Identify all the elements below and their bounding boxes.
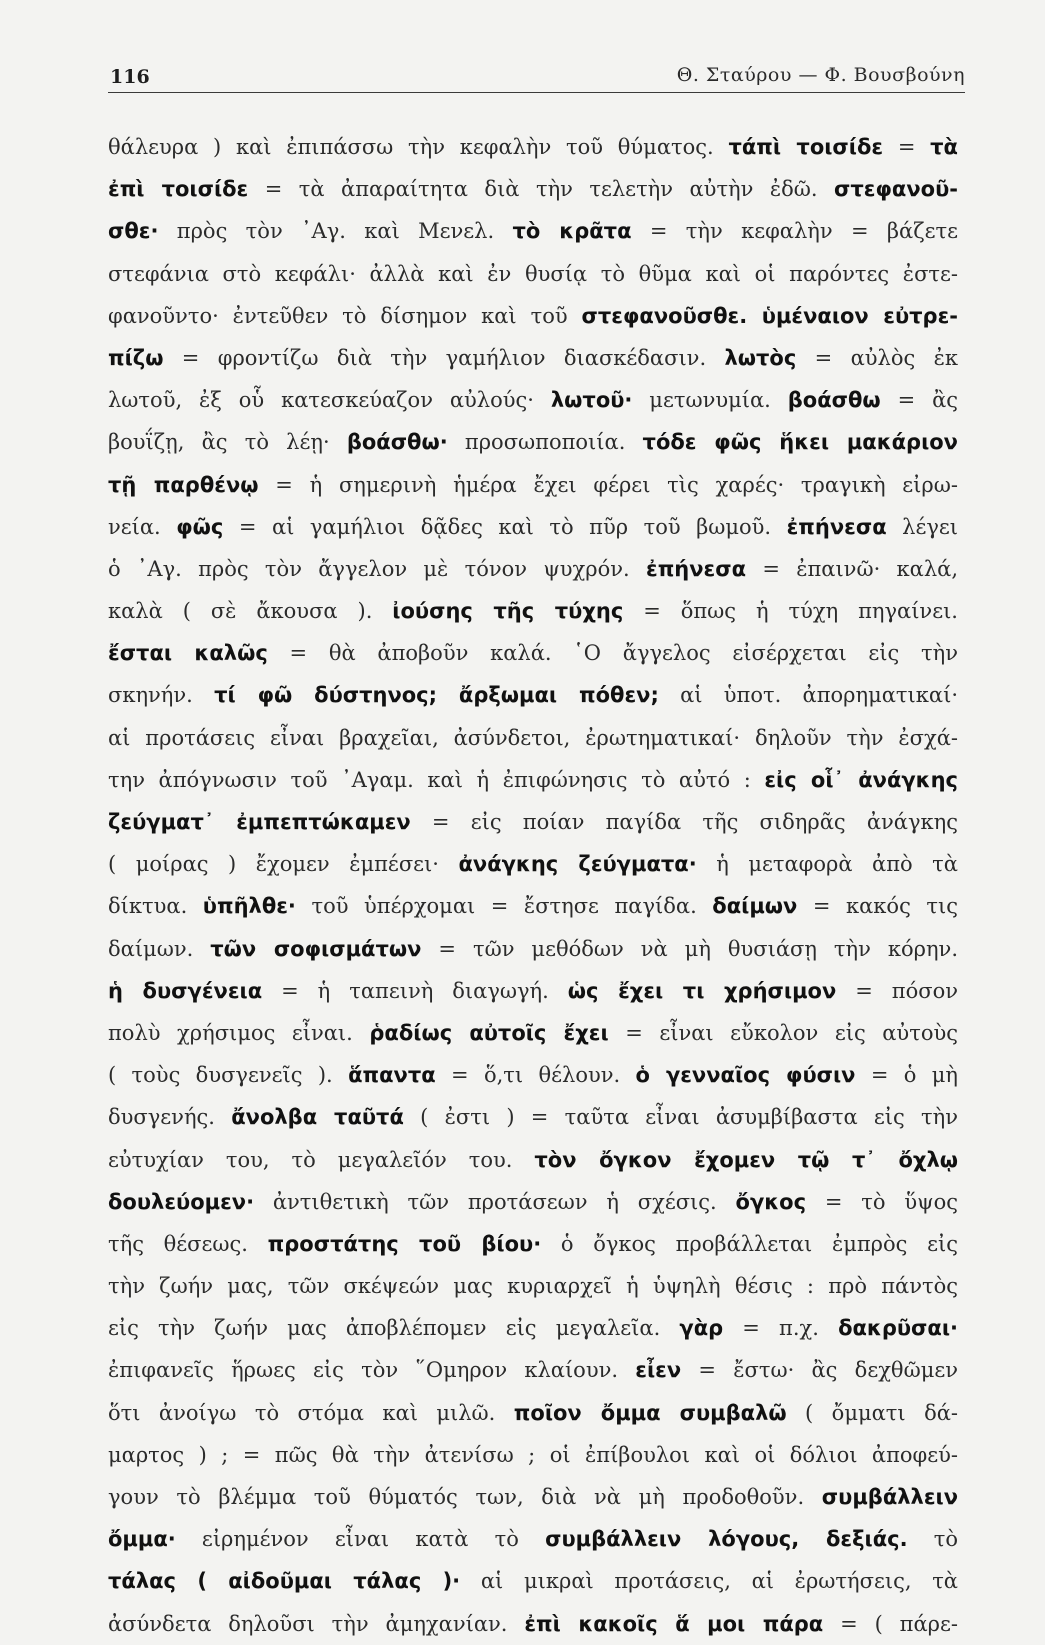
text-line (108, 506, 958, 548)
gloss-text: = φροντίζω διὰ τὴν γαμήλιον διασκέδασιν. (163, 345, 725, 370)
text-line (108, 548, 958, 590)
gloss-text: σκηνήν. (108, 683, 215, 708)
lemma-term: λωτοῦ· (550, 388, 633, 413)
lemma-term: τὸ κρᾶτα (512, 219, 632, 244)
gloss-text: μαρτος ) ; = πῶς θὰ τὴν ἀτενίσω ; οἱ ἐπίβουλοι καὶ οἱ δόλιοι ἀποφεύ- (108, 1442, 958, 1467)
gloss-text: ἀντιθετικὴ τῶν προτάσεων ἡ σχέσις. (254, 1189, 736, 1214)
lemma-term: ἐπήνεσα (786, 514, 887, 539)
text-line (108, 1307, 958, 1349)
gloss-text: ἀσύνδετα δηλοῦσι τὴν ἀμηχανίαν. (108, 1611, 525, 1636)
lemma-term: ἐπήνεσα (646, 556, 747, 581)
gloss-text: βουΐζῃ, ἂς τὸ λέῃ· (108, 430, 347, 455)
gloss-text: = τὴν κεφαλὴν = βάζετε (631, 219, 958, 244)
gloss-text: πολὺ χρήσιμος εἶναι. (108, 1020, 370, 1045)
gloss-text: ( ἐστι ) = ταῦτα εἶναι ἀσυμβίβαστα εἰς τὴν (403, 1105, 958, 1130)
gloss-text: = ἐπαινῶ· καλά, (746, 556, 958, 581)
gloss-text: εὐτυχίαν του, τὸ μεγαλεῖόν του. (108, 1147, 535, 1172)
gloss-text: αἱ ὑποτ. ἀπορηματικαί· (658, 683, 958, 708)
lemma-term: λωτὸς (724, 345, 797, 370)
gloss-text: πρὸς τὸν ᾽Αγ. καὶ Μενελ. (158, 219, 513, 244)
lemma-term: προστάτης τοῦ βίου· (267, 1231, 542, 1256)
lemma-term: ἐπὶ τοισίδε (108, 177, 249, 202)
text-line (108, 928, 958, 970)
lemma-term: στεφανοῦσθε. ὑμέναιον εὐτρε- (581, 303, 958, 328)
lemma-term: ἐπὶ κακοῖς ἅ μοι πάρα (524, 1611, 824, 1636)
gloss-text: ὁ ὄγκος προβάλλεται ἐμπρὸς εἰς (541, 1231, 958, 1256)
lemma-term: στεφανοῦ- (834, 177, 958, 202)
gloss-text: νεία. (108, 514, 177, 539)
lemma-term: δακρῦσαι· (838, 1316, 958, 1341)
lemma-term: ὑπῆλθε· (202, 894, 296, 919)
text-line (108, 843, 958, 885)
text-line (108, 1096, 958, 1138)
lemma-term: ἅπαντα (348, 1063, 436, 1088)
lemma-term: δουλεύομεν· (108, 1189, 255, 1214)
text-line (108, 590, 958, 632)
lemma-term: βοάσθω· (346, 430, 448, 455)
gloss-text: αἱ μικραὶ προτάσεις, αἱ ἐρωτήσεις, τὰ (460, 1569, 958, 1594)
running-head: Θ. Σταύρου — Φ. Βουσβούνη (676, 64, 965, 86)
page-header (108, 58, 965, 93)
gloss-text: στεφάνια στὸ κεφάλι· ἀλλὰ καὶ ἐν θυσίᾳ τὸ θῦμα καὶ οἱ παρόντες ἐστε- (108, 261, 958, 286)
lemma-term: ὡς ἔχει τι χρήσιμον (567, 978, 837, 1003)
lemma-term: συμβάλλειν (821, 1485, 958, 1509)
gloss-text: ἡ μεταφορὰ ἀπὸ τὰ (696, 852, 958, 877)
gloss-text: = αἱ γαμήλιοι δᾷδες καὶ τὸ πῦρ τοῦ βωμοῦ. (223, 514, 787, 539)
text-line (108, 1012, 958, 1054)
text-line (108, 1560, 958, 1602)
lemma-term: τῶν σοφισμάτων (210, 936, 422, 961)
gloss-text: λέγει (886, 514, 958, 539)
gloss-text: ( τοὺς δυσγενεῖς ). (108, 1063, 349, 1088)
lemma-term: τάλας ( αἰδοῦμαι τάλας )· (108, 1569, 461, 1594)
lemma-term: φῶς (176, 514, 224, 539)
gloss-text: = εἶναι εὔκολον εἰς αὐτοὺς (608, 1020, 958, 1045)
gloss-text: τοῦ ὑπέρχομαι = ἔστησε παγίδα. (295, 894, 713, 919)
text-line (108, 1349, 958, 1391)
text-line (108, 210, 958, 252)
gloss-text: τὴν ζωήν μας, τῶν σκέψεών μας κυριαρχεῖ ἡ ὑψηλὴ θέσις : πρὸ πάντὸς (108, 1274, 958, 1299)
gloss-text: = τὸ ὕψος (806, 1189, 958, 1214)
lemma-term: ἄνολβα ταῦτά (231, 1105, 404, 1130)
gloss-text: = κακός τις (797, 894, 958, 919)
gloss-text: καλὰ ( σὲ ἄκουσα ). (108, 599, 393, 624)
gloss-text: = ἡ σημερινὴ ἡμέρα ἔχει φέρει τὶς χαρές· τραγικὴ εἰρω- (258, 472, 958, 497)
gloss-text: = (883, 135, 931, 159)
text-line (108, 1434, 958, 1476)
text-line (108, 885, 958, 927)
lemma-term: συμβάλλειν λόγους, δεξιάς. (545, 1527, 908, 1552)
lemma-term: ῥαδίως αὐτοῖς ἔχει (369, 1020, 609, 1045)
gloss-text: = ὅπως ἡ τύχη πηγαίνει. (623, 599, 958, 624)
gloss-text: τὸ (907, 1527, 958, 1552)
lemma-term: τῇ παρθένῳ (108, 472, 259, 497)
lemma-term: τὰ (930, 135, 958, 159)
text-line (108, 126, 958, 168)
text-line (108, 1223, 958, 1265)
text-line (108, 717, 958, 759)
gloss-text: = ὁ μὴ (855, 1063, 958, 1088)
gloss-text: θάλευρα ) καὶ ἐπιπάσσω τὴν κεφαλὴν τοῦ θύματος. (108, 135, 729, 159)
text-line (108, 337, 958, 379)
lemma-term: ἰούσης τῆς τύχης (392, 599, 624, 624)
gloss-text: = εἰς ποίαν παγίδα τῆς σιδηρᾶς ἀνάγκης (410, 810, 958, 834)
lemma-term: εἰς οἷ᾽ ἀνάγκης (764, 767, 958, 792)
lemma-term: ἀνάγκης ζεύγματα· (458, 852, 697, 877)
gloss-text: δίκτυα. (108, 894, 203, 919)
gloss-text: εἰρημένον εἶναι κατὰ τὸ (175, 1527, 546, 1552)
gloss-text: = π.χ. (723, 1316, 839, 1341)
gloss-text: δαίμων. (108, 936, 211, 961)
text-line (108, 1265, 958, 1307)
lemma-term: εἶεν (635, 1358, 682, 1383)
gloss-text: = ἡ ταπεινὴ διαγωγή. (262, 978, 568, 1003)
gloss-text: γουν τὸ βλέμμα τοῦ θύματός των, διὰ νὰ μὴ προδοθοῦν. (108, 1485, 822, 1509)
text-line (108, 421, 958, 463)
gloss-text: ὅτι ἀνοίγω τὸ στόμα καὶ μιλῶ. (108, 1400, 514, 1425)
gloss-text: δυσγενής. (108, 1105, 232, 1130)
page-number: 116 (110, 66, 150, 88)
lemma-term: ὄμμα· (108, 1527, 176, 1552)
text-line (108, 970, 958, 1012)
text-line (108, 379, 958, 421)
gloss-text: εἰς τὴν ζωήν μας ἀποβλέπομεν εἰς μεγαλεῖα. (108, 1316, 680, 1341)
gloss-text: = θὰ ἀποβοῦν καλά. ῾Ο ἄγγελος εἰσέρχεται εἰς τὴν (267, 641, 958, 666)
commentary-text (108, 126, 958, 1645)
gloss-text: = αὐλὸς ἐκ (796, 345, 958, 370)
gloss-text: ἐπιφανεῖς ἥρωες εἰς τὸν ῞Ομηρον κλαίουν. (108, 1358, 636, 1383)
text-line (108, 1139, 958, 1181)
text-line (108, 1476, 958, 1518)
text-line (108, 1603, 958, 1645)
text-line (108, 674, 958, 716)
lemma-term: τί φῶ δύστηνος; ἄρξωμαι πόθεν; (214, 683, 659, 708)
gloss-text: = ( πάρε- (823, 1611, 958, 1636)
text-line (108, 1518, 958, 1560)
lemma-term: βοάσθω (787, 388, 881, 413)
gloss-text: = ἔστω· ἂς δεχθῶμεν (681, 1358, 958, 1383)
gloss-text: ( ὄμματι δά- (786, 1400, 958, 1425)
gloss-text: λωτοῦ, ἐξ οὗ κατεσκεύαζον αὐλούς· (108, 388, 551, 413)
text-line (108, 1392, 958, 1434)
lemma-term: ἔσται καλῶς (108, 641, 268, 666)
lemma-term: τόδε φῶς ἥκει μακάριον (642, 430, 958, 455)
gloss-text: αἱ προτάσεις εἶναι βραχεῖαι, ἀσύνδετοι, ἐρωτηματικαί· δηλοῦν τὴν ἐσχά- (108, 725, 958, 750)
lemma-term: δαίμων (712, 894, 798, 919)
lemma-term: τὸν ὄγκον ἔχομεν τῷ τ᾽ ὄχλῳ (534, 1147, 958, 1172)
gloss-text: = τῶν μεθόδων νὰ μὴ θυσιάσῃ τὴν κόρην. (421, 936, 958, 961)
lemma-term: ὄγκος (735, 1189, 807, 1214)
gloss-text: = τὰ ἀπαραίτητα διὰ τὴν τελετὴν αὐτὴν ἐδῶ. (248, 177, 835, 202)
lemma-term: ὁ γενναῖος φύσιν (635, 1063, 856, 1088)
gloss-text: μετωνυμία. (632, 388, 788, 413)
gloss-text: την ἀπόγνωσιν τοῦ ᾽Αγαμ. καὶ ἡ ἐπιφώνησις τὸ αὐτό : (108, 767, 765, 792)
gloss-text: φανοῦντο· ἐντεῦθεν τὸ δίσημον καὶ τοῦ (108, 303, 582, 328)
text-line (108, 464, 958, 506)
text-line (108, 759, 958, 801)
text-line (108, 295, 958, 337)
text-line (108, 632, 958, 674)
text-line (108, 168, 958, 210)
lemma-term: ποῖον ὄμμα συμβαλῶ (513, 1400, 787, 1425)
gloss-text: = ἂς (880, 388, 958, 413)
lemma-term: γὰρ (679, 1316, 724, 1341)
text-line (108, 1181, 958, 1223)
gloss-text: ( μοίρας ) ἔχομεν ἐμπέσει· (108, 852, 459, 877)
gloss-text: τῆς θέσεως. (108, 1231, 268, 1256)
gloss-text: = πόσον (836, 978, 958, 1003)
lemma-term: σθε· (108, 219, 159, 244)
text-line (108, 253, 958, 295)
lemma-term: ἡ δυσγένεια (108, 978, 263, 1003)
lemma-term: πίζω (108, 345, 164, 370)
lemma-term: τάπὶ τοισίδε (728, 135, 884, 159)
text-line (108, 1054, 958, 1096)
gloss-text: ὁ ᾽Αγ. πρὸς τὸν ἄγγελον μὲ τόνον ψυχρόν. (108, 556, 646, 581)
lemma-term: ζεύγματ᾽ ἐμπεπτώκαμεν (108, 810, 411, 834)
gloss-text: προσωποποιία. (447, 430, 643, 455)
gloss-text: = ὅ,τι θέλουν. (435, 1063, 636, 1088)
text-line (108, 801, 958, 843)
